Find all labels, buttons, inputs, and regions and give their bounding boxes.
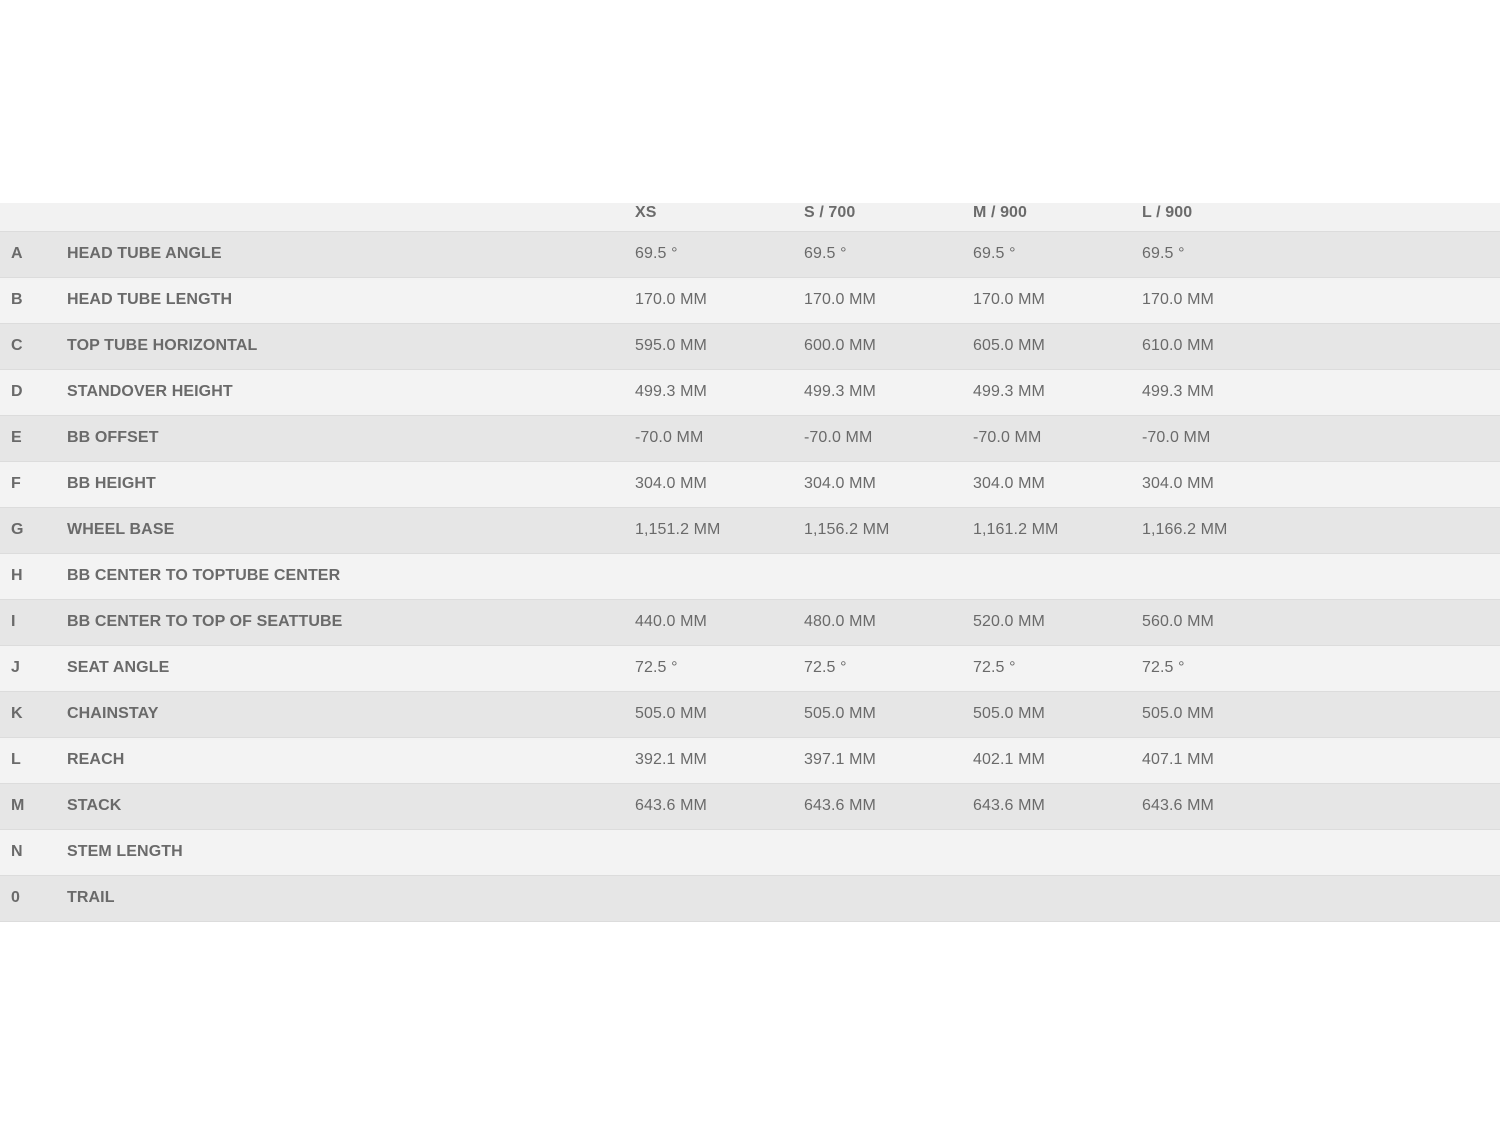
cell-s: 499.3 MM: [804, 383, 876, 400]
header-label-cell: [67, 188, 635, 231]
cell-xs: [635, 829, 804, 875]
row-letter: C: [11, 337, 23, 354]
cell-s: 1,156.2 MM: [804, 521, 890, 538]
row-label: CHAINSTAY: [67, 705, 159, 722]
cell-xs: 72.5 °: [635, 659, 678, 676]
cell-xs: 440.0 MM: [635, 613, 707, 630]
cell-s: [804, 875, 973, 921]
cell-s: 643.6 MM: [804, 797, 876, 814]
cell-l: 304.0 MM: [1142, 475, 1214, 492]
cell-m: 72.5 °: [973, 659, 1016, 676]
table-row: [0, 829, 1500, 875]
cell-m: 402.1 MM: [973, 751, 1045, 768]
row-letter: L: [11, 751, 21, 768]
row-letter: I: [11, 613, 16, 630]
cell-m: [973, 829, 1142, 875]
cell-m: [973, 553, 1142, 599]
column-header-s: S / 700: [804, 188, 973, 231]
row-letter: M: [11, 797, 25, 814]
cell-l: -70.0 MM: [1142, 429, 1211, 446]
cell-xs: 595.0 MM: [635, 337, 707, 354]
cell-s: 505.0 MM: [804, 705, 876, 722]
row-letter: B: [11, 291, 23, 308]
cell-s: [804, 829, 973, 875]
row-label: BB HEIGHT: [67, 475, 156, 492]
row-letter: A: [11, 245, 23, 262]
row-label: BB CENTER TO TOPTUBE CENTER: [67, 567, 341, 584]
table-row: [0, 645, 1500, 691]
row-label: WHEEL BASE: [67, 521, 175, 538]
cell-m: 304.0 MM: [973, 475, 1045, 492]
header-letter-cell: [0, 188, 67, 231]
cell-l: [1142, 553, 1500, 599]
column-header-l: L / 900: [1142, 188, 1500, 231]
cell-xs: [635, 553, 804, 599]
row-letter: J: [11, 659, 20, 676]
cell-s: 69.5 °: [804, 245, 847, 262]
column-header-xs: XS: [635, 188, 804, 231]
cell-s: 480.0 MM: [804, 613, 876, 630]
geometry-table: [0, 188, 1500, 922]
cell-m: 1,161.2 MM: [973, 521, 1059, 538]
cell-m: 69.5 °: [973, 245, 1016, 262]
cell-l: 610.0 MM: [1142, 337, 1214, 354]
table-row: [0, 323, 1500, 369]
cell-l: 1,166.2 MM: [1142, 521, 1228, 538]
cell-m: [973, 875, 1142, 921]
column-header-m: M / 900: [973, 188, 1142, 231]
cell-l: 69.5 °: [1142, 245, 1185, 262]
row-label: BB OFFSET: [67, 429, 159, 446]
row-letter: D: [11, 383, 23, 400]
cell-xs: 170.0 MM: [635, 291, 707, 308]
row-label: TRAIL: [67, 889, 115, 906]
cell-xs: -70.0 MM: [635, 429, 704, 446]
cell-l: 72.5 °: [1142, 659, 1185, 676]
table-row: [0, 599, 1500, 645]
cell-s: 304.0 MM: [804, 475, 876, 492]
cell-m: 505.0 MM: [973, 705, 1045, 722]
cell-s: 397.1 MM: [804, 751, 876, 768]
cell-s: [804, 553, 973, 599]
cell-s: 170.0 MM: [804, 291, 876, 308]
row-letter: F: [11, 475, 21, 492]
row-label: TOP TUBE HORIZONTAL: [67, 337, 258, 354]
cell-xs: 505.0 MM: [635, 705, 707, 722]
table-row: [0, 461, 1500, 507]
cell-xs: 392.1 MM: [635, 751, 707, 768]
cell-xs: 643.6 MM: [635, 797, 707, 814]
row-letter: E: [11, 429, 22, 446]
cell-l: 499.3 MM: [1142, 383, 1214, 400]
cell-xs: 69.5 °: [635, 245, 678, 262]
row-label: STEM LENGTH: [67, 843, 183, 860]
cell-m: 499.3 MM: [973, 383, 1045, 400]
cell-l: 407.1 MM: [1142, 751, 1214, 768]
row-label: HEAD TUBE LENGTH: [67, 291, 233, 308]
row-label: STACK: [67, 797, 122, 814]
row-label: HEAD TUBE ANGLE: [67, 245, 222, 262]
row-letter: H: [11, 567, 23, 584]
table-header-row: [0, 188, 1500, 231]
table-row: [0, 737, 1500, 783]
row-letter: 0: [11, 889, 20, 906]
cell-s: -70.0 MM: [804, 429, 873, 446]
row-letter: G: [11, 521, 24, 538]
cell-m: 170.0 MM: [973, 291, 1045, 308]
table-row: [0, 369, 1500, 415]
row-letter: N: [11, 843, 23, 860]
cell-l: [1142, 829, 1500, 875]
table-row: [0, 231, 1500, 277]
row-label: BB CENTER TO TOP OF SEATTUBE: [67, 613, 343, 630]
cell-m: 605.0 MM: [973, 337, 1045, 354]
table-row: [0, 875, 1500, 921]
cell-l: 560.0 MM: [1142, 613, 1214, 630]
row-label: REACH: [67, 751, 125, 768]
table-row: [0, 277, 1500, 323]
row-letter: K: [11, 705, 23, 722]
cell-s: 600.0 MM: [804, 337, 876, 354]
cell-xs: 304.0 MM: [635, 475, 707, 492]
row-label: SEAT ANGLE: [67, 659, 170, 676]
cell-s: 72.5 °: [804, 659, 847, 676]
cell-l: 170.0 MM: [1142, 291, 1214, 308]
table-row: [0, 691, 1500, 737]
table-row: [0, 783, 1500, 829]
cell-l: [1142, 875, 1500, 921]
cell-xs: 499.3 MM: [635, 383, 707, 400]
cell-m: -70.0 MM: [973, 429, 1042, 446]
row-label: STANDOVER HEIGHT: [67, 383, 233, 400]
cell-xs: [635, 875, 804, 921]
cell-l: 505.0 MM: [1142, 705, 1214, 722]
table-row: [0, 415, 1500, 461]
table-row: [0, 553, 1500, 599]
table-row: [0, 507, 1500, 553]
table-body: [0, 231, 1500, 921]
cell-m: 520.0 MM: [973, 613, 1045, 630]
cell-xs: 1,151.2 MM: [635, 521, 721, 538]
cell-m: 643.6 MM: [973, 797, 1045, 814]
cell-l: 643.6 MM: [1142, 797, 1214, 814]
